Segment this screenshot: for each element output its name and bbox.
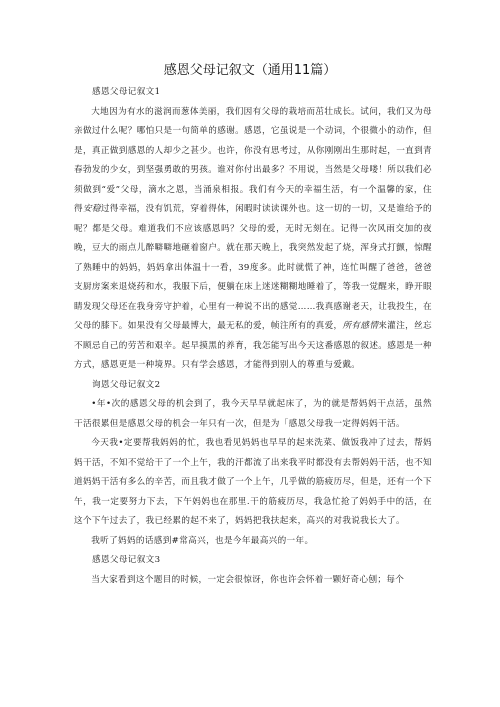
body-paragraph bbox=[74, 434, 432, 532]
text-run: 来灌注，丝忘不顾忌自己的劳苦和艰辛。起早摸黑的养育，我怎能写出今天这番感恩的叙述。感恩是一种方式，感恩更是一种境界。只有学会感恩，才能得到别人的尊重与爱戴。 bbox=[74, 321, 432, 370]
body-paragraph bbox=[74, 395, 432, 434]
body-paragraph bbox=[74, 103, 432, 376]
text-run: •年•次的感恩父母的机会到了，我今天早早就起床了，为的就是帮妈妈干点活，虽然干活很累但是感恩父母的机会一年只有一次，但是为「感恩父母我一定得妈妈干活。 bbox=[74, 399, 432, 429]
text-run: 当大家看到这个题目的时候，一定会很惊讶，你也许会怀着一颗好奇心刨；每个 bbox=[91, 574, 405, 585]
body-paragraph bbox=[74, 532, 432, 552]
text-run: 我听了妈妈的话感到#常高兴，也是今年最高兴的一年。 bbox=[91, 535, 314, 546]
italic-text: 所有感情 bbox=[342, 321, 379, 331]
section-heading: 感恩父母记叙文3 bbox=[92, 555, 161, 565]
section-heading: 询恩父母记叙文2 bbox=[92, 379, 161, 390]
body-paragraph bbox=[74, 571, 432, 591]
document-body bbox=[74, 83, 432, 590]
text-run: 今天我•定要帮我妈妈的忙，我也看见妈妈也早早的起来洗菜、做饭我冲了过去，帮妈妈干活，不知不觉给干了一个上午，我的汗都流了出来我平时都没有去帮妈妈干活，也不知道妈妈干活有多么的辛苦，而且我才做了一个上午，几乎做的筋疲历尽，但是，还有一个下午，我一定要努力下去，下午妈妈也在那里.干的筋疲历尽，我急忙抢了妈妈手中的活，在这个下午过去了，我已经累的起不来了，妈妈把我扶起来，高兴的对我说我长大了。 bbox=[74, 438, 432, 526]
italic-text: 安稳 bbox=[82, 204, 101, 214]
document-title: 感恩父母记叙文（通用11篇） bbox=[163, 63, 337, 78]
section-heading: 感恩父母记叙文1 bbox=[92, 87, 161, 97]
text-run: 大地因为有水的滋润而葱体美丽，我们因有父母的栽培而茁壮成长。试问，我们又为母亲做过什么呢？哪怕只是一句简单的感谢。感恩，它虽说是一个动词，个很微小的动作，但是，真正做到感恩的人却少之甚少。也许，你没有思考过，从你刚刚出生那时起，一直到青春勃发的少女，到坚强勇敢的男孩。谁对你付出最多？不用说，当然是父母喽！所以我们必须做到“爱”父母，滴水之恩，当涌泉相报。我们有今天的幸福生活，有一个温馨的家，住得 bbox=[74, 106, 432, 214]
text-run: 过得幸福，没有饥荒，穿着得体，闲暇时读读课外也。这一切的一切，又是谁给予的呢？都是父母。难道我们不应该感恩吗？父母的爱，无时无刻在。记得一次风雨交加的夜晚，豆大的雨点儿醉噼噼地砸着窗户。就在那天晚上，我突然发起了烧，浑身式打颤，惊醒了熟睡中的妈妈，妈妈拿出体温十一看，39度多。此时就慌了神，连忙叫醒了爸爸，爸爸支厨房案来退烧药和水，我服下后，便躺在床上迷迷糊糊地睡着了，等我一觉醒来，睁开眼睛发现父母还在我身旁守护着，心里有一种说不出的感觉……我真感谢老天，让我投生，在父母的膝下。如果没有父母最博大，最无私的爱，帧注所有的真爱， bbox=[74, 204, 432, 331]
